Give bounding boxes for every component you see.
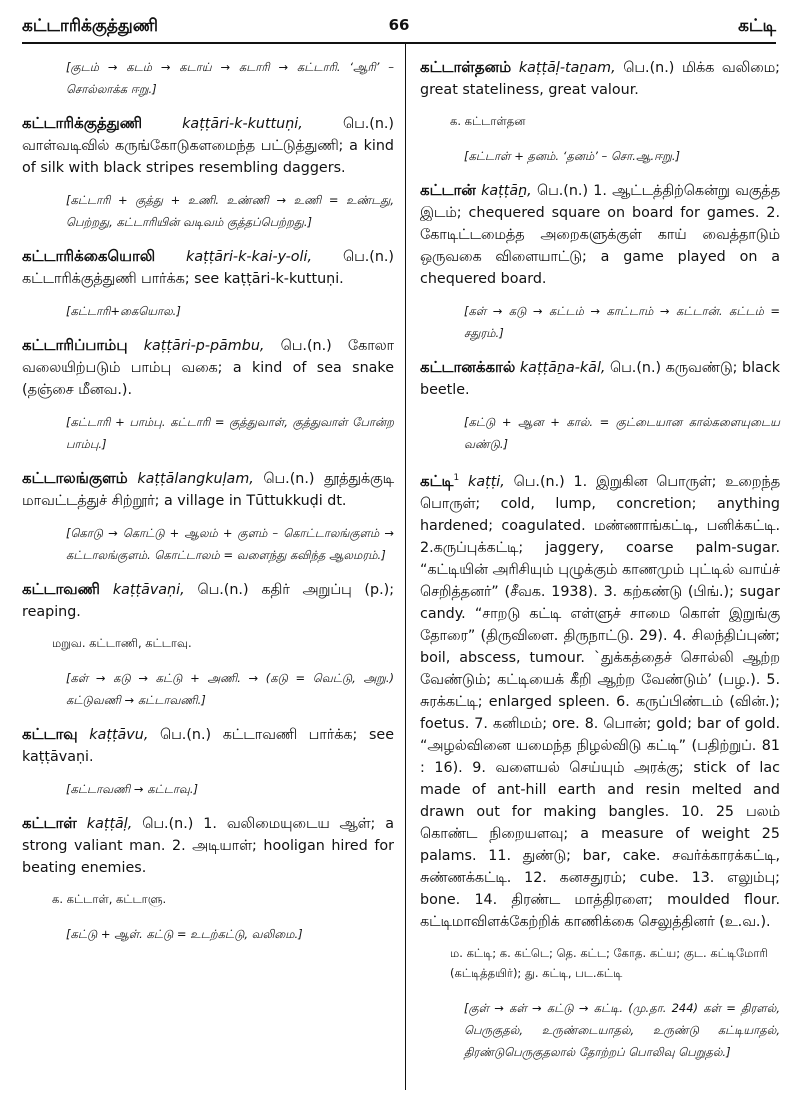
etymology-note: [கட்டாரி + குத்து + உணி. உண்ணி → உணி = உண்டது, பெற்றது, கட்டாரியின் வடிவம் குத்தப்பெற்றது.] — [66, 193, 394, 229]
entry-transliteration: kaṭṭāvaṇi, — [112, 582, 185, 598]
entry-transliteration: kaṭṭi, — [468, 473, 505, 490]
running-head-left: கட்டாரிக்குத்துணி — [22, 16, 159, 36]
dictionary-entry — [420, 356, 780, 401]
entry-headword: கட்டாள்தனம் — [420, 58, 512, 76]
entry-definition: பெ.(n.) தூத்துக்குடி மாவட்டத்துச் சிற்றூர்; a village in Tūttukkuḍi dt. — [22, 471, 395, 509]
entry-definition: பெ.(n.) 1. இறுகின பொருள்; உறைந்த பொருள்; cold, lump, concretion; anything hardened; coagulated. மண்ணாங்கட்டி, பனிக்கட்டி. 2.கருப்புக்கட்டி; jaggery, coarse palm-sugar. “கட்டியின் அரிசியும் புழுக்கும் காணமும் புட்டில் வாய்ச் செறித்தனர்” (சீவக. 1938). 3. கற்கண்டு (பிங்.); sugar candy. “சாறடு கட்டி எள்ளுச் சாமை கொள் இறுங்கு தோரை” (திருவிளை. திருநாட்டு. 29). 4. சிலந்திப்புண்; boil, abscess, tumour. `துக்கத்தைச் சொல்லி ஆற்ற வேண்டும்; கட்டியைக் கீறி ஆற்ற வேண்டும்’ (பழ.). 5. சுரக்கட்டி; enlarged spleen. 6. கருப்பிண்டம் (வின்.); foetus. 7. கனிமம்; ore. 8. பொன்; gold; bar of gold. “அழல்வினை யமைந்த நிழல்விடு கட்டி” (பதிற்றுப். 81 : 16). 9. வளையல் செய்யும் அரக்கு; stick of lac made of ant-hill earth and resin melted and drawn out for making bangles. 10. 25 பலம் கொண்ட நிறையளவு; a measure of weight 25 palams. 11. துண்டு; bar, cake. சவர்க்காரக்கட்டி, சுண்ணக்கட்டி. 12. கனசதுரம்; cube. 13. எலும்பு; bone. 14. திரண்ட மாத்திரளை; moulded flour. கட்டிமாவிளக்கேற்றிக் காணிக்கை செலுத்தினர் (உ.வ.). — [420, 473, 781, 930]
entry-definition: பெ.(n.) 1. வலிமையுடைய ஆள்; a strong valiant man. 2. அடியாள்; hooligan hired for beating enemies. — [22, 816, 395, 876]
entry-headword: கட்டி — [420, 471, 454, 490]
entry-headword: கட்டான் — [420, 181, 476, 199]
page-header — [22, 14, 776, 44]
dictionary-entry — [22, 245, 394, 290]
cognates-line: க. கட்டாள்தன — [450, 114, 526, 128]
entry-definition: பெ.(n.) கதிர் அறுப்பு (p.); reaping. — [22, 582, 395, 620]
etymology-note: [கள் → கடு → கட்டம் → காட்டாம் → கட்டான். கட்டம் = சதுரம்.] — [464, 304, 780, 340]
entry-transliteration: kaṭṭālangkuḷam, — [137, 471, 254, 487]
etymology-note: [கட்டாவணி → கட்டாவு.] — [66, 782, 199, 796]
entry-definition: பெ.(n.) கட்டாவணி பார்க்க; see kaṭṭāvaṇi. — [22, 727, 394, 765]
cognates-line: ம. கட்டி; க. கட்டெ; தெ. கட்ட; கோத. கட்ய; குட. கட்டிமோரி (கட்டித்தயிர்); து. கட்டி, பட.கட்டி — [450, 945, 768, 980]
etymology-note: [கட்டாள் + தனம். ‘தனம்’ – சொ.ஆ.ஈறு.] — [464, 149, 681, 163]
cognates-line: க. கட்டாள், கட்டாளு. — [52, 892, 167, 906]
dictionary-entry — [22, 812, 394, 879]
column-divider — [405, 44, 406, 1090]
entry-headword: கட்டாள் — [22, 814, 77, 832]
entry-transliteration: kaṭṭāṉ, — [481, 183, 532, 199]
entry-definition: பெ.(n.) கருவண்டு; black beetle. — [420, 360, 781, 398]
entry-headword: கட்டாலங்குளம் — [22, 469, 128, 487]
entry-transliteration: kaṭṭāṉa-kāl, — [519, 360, 606, 376]
dictionary-entry — [420, 56, 780, 101]
etymology-note: [கட்டாரி + பாம்பு. கட்டாரி = குத்துவாள், குத்துவாள் போன்ற பாம்பு.] — [66, 415, 394, 451]
etymology-note: [குள் → கள் → கட்டு → கட்டி. (மு.தா. 244) கள் = திரளல், பெருகுதல், உருண்டையாதல், உருண்டு கட்டியாதல், திரண்டுபெருகுதலால் தோற்றப் பொலிவு பெறுதல்.] — [464, 1000, 780, 1059]
entry-headword: கட்டானக்கால் — [420, 358, 516, 376]
dictionary-entry — [22, 467, 394, 512]
entry-transliteration: kaṭṭāri-k-kuttuṇi, — [182, 116, 303, 132]
entry-definition: பெ.(n.) கோலா வலையிற்படும் பாம்பு வகை; a kind of sea snake (தஞ்சை மீனவ.). — [22, 338, 395, 398]
etymology-note: [குடம் → கடம் → கடாய் → கடாரி → கட்டாரி. ‘ஆரி’ – சொல்லாக்க ஈறு.] — [66, 60, 394, 96]
entry-definition: பெ.(n.) வாள்வடிவில் கருங்கோடுகளமைந்த பட்டுத்துணி; a kind of silk with black stripes resembling daggers. — [22, 116, 395, 176]
entry-transliteration: kaṭṭāri-p-pāmbu, — [143, 338, 265, 354]
entry-transliteration: kaṭṭāvu, — [89, 727, 149, 743]
homonym-number: 1 — [453, 473, 460, 483]
entry-definition: பெ.(n.) மிக்க வலிமை; great stateliness, great valour. — [420, 60, 781, 98]
entry-transliteration: kaṭṭāḷ-taṉam, — [518, 60, 616, 76]
cognates-line: மறுவ. கட்டாணி, கட்டாவு. — [52, 636, 192, 650]
left-column — [22, 56, 394, 957]
right-column — [420, 56, 780, 1075]
etymology-note: [கட்டாரி+கையொல.] — [66, 304, 181, 318]
entry-headword: கட்டாரிக்கையொலி — [22, 247, 156, 265]
dictionary-entry — [420, 467, 780, 933]
entry-headword: கட்டாரிப்பாம்பு — [22, 336, 128, 354]
entry-headword: கட்டாவு — [22, 725, 78, 743]
entry-transliteration: kaṭṭāḷ, — [86, 816, 133, 832]
etymology-note: [கள் → கடு → கட்டு + அணி. → (கடு = வெட்டு, அறு.) கட்டுவணி → கட்டாவணி.] — [66, 671, 394, 707]
entry-definition: பெ.(n.) கட்டாரிக்குத்துணி பார்க்க; see kaṭṭāri-k-kuttuṇi. — [22, 249, 395, 287]
dictionary-entry — [420, 179, 780, 290]
running-head-right: கட்டி — [738, 16, 776, 36]
entry-transliteration: kaṭṭāri-k-kai-y-oli, — [186, 249, 313, 265]
etymology-note: [கட்டு + ஆள். கட்டு = உடற்கட்டு, வலிமை.] — [66, 927, 303, 941]
header-rule — [22, 42, 776, 44]
etymology-note: [கொடு → கொட்டு + ஆலம் + குளம் – கொட்டாலங்குளம் → கட்டாலங்குளம். கொட்டாலம் = வளைந்து கவிந்த ஆலமரம்.] — [66, 526, 394, 562]
entry-headword: கட்டாவணி — [22, 580, 100, 598]
dictionary-entry — [22, 578, 394, 623]
entry-headword: கட்டாரிக்குத்துணி — [22, 114, 143, 132]
etymology-note: [கட்டு + ஆன + கால். = குட்டையான கால்களையுடைய வண்டு.] — [464, 415, 780, 451]
dictionary-entry — [22, 112, 394, 179]
entry-definition: பெ.(n.) 1. ஆட்டத்திற்கென்று வகுத்த இடம்; chequered square on board for games. 2. கோடிட்டமைத்த அறைகளுக்குள் காய் வைத்தாடும் ஒருவகை விளையாட்டு; a game played on a chequered board. — [420, 183, 781, 287]
page-number: 66 — [388, 16, 410, 34]
dictionary-entry — [22, 723, 394, 768]
dictionary-entry — [22, 334, 394, 401]
